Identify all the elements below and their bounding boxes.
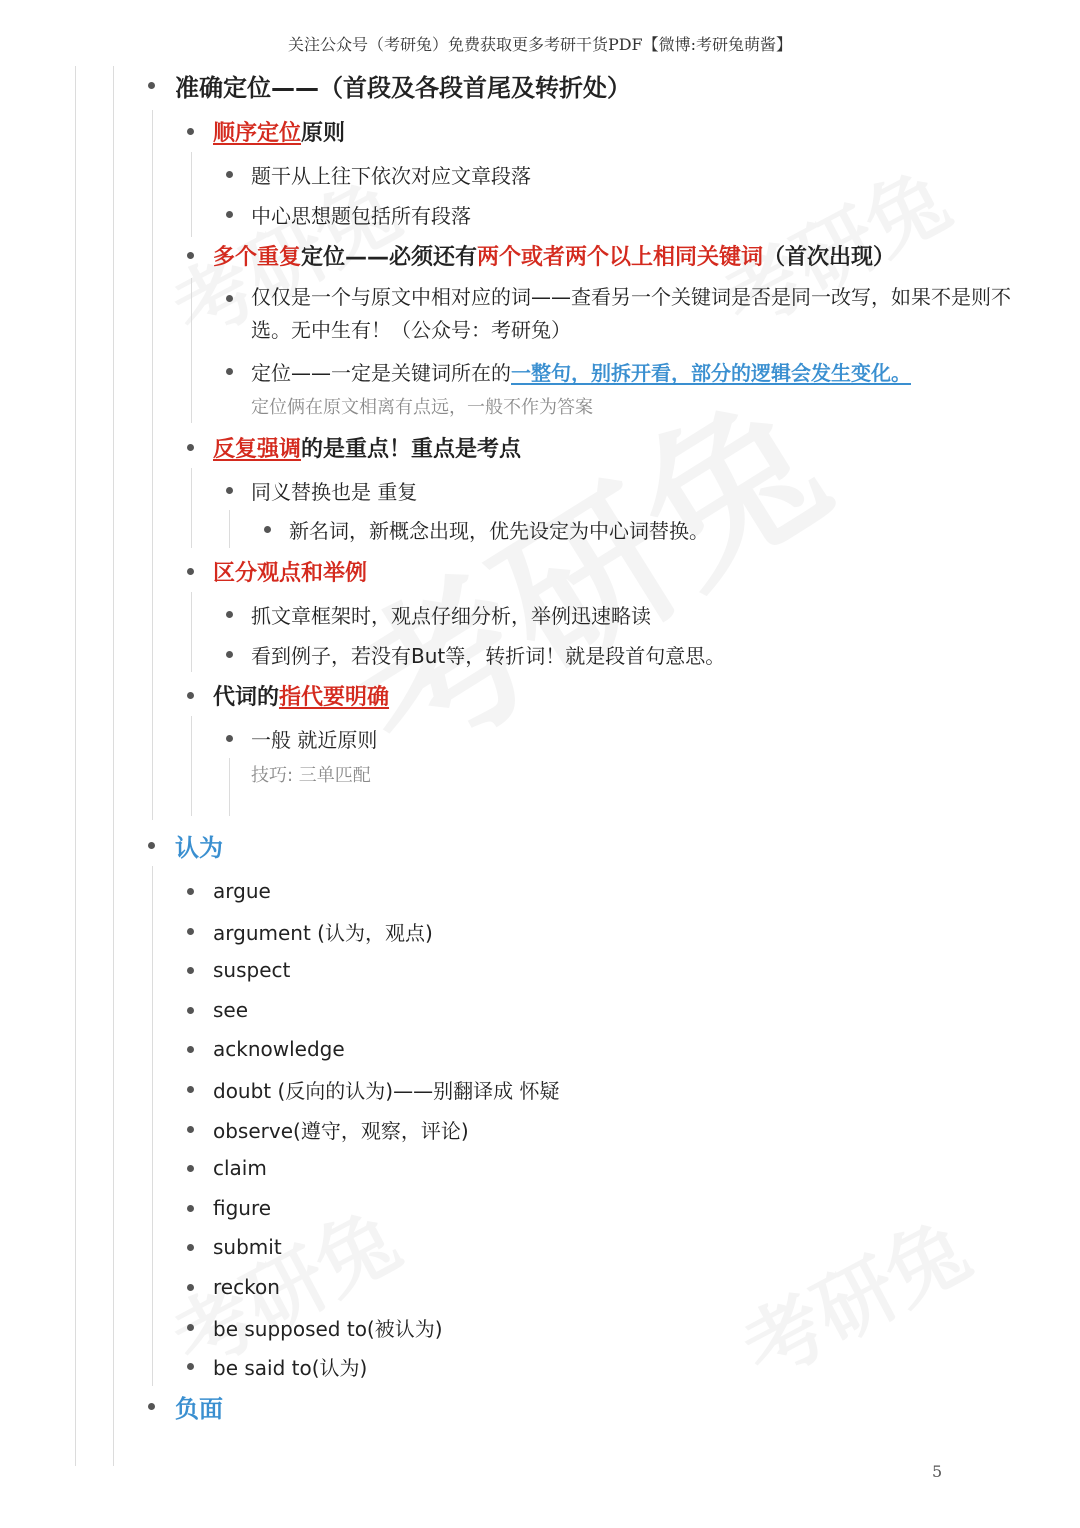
word-list-item: doubt (反向的认为)——别翻译成 怀疑 (213, 1078, 560, 1103)
bullet (187, 1205, 194, 1212)
bullet (187, 1086, 194, 1093)
bullet (187, 1324, 194, 1331)
word-list-item: submit (213, 1235, 282, 1259)
bullet (226, 611, 233, 618)
bullet (226, 368, 233, 375)
bullet (187, 1046, 194, 1053)
list-item: 一般 就近原则 (251, 727, 378, 752)
item2-sub2-prefix: 定位——一定是关键词所在的 (251, 360, 511, 385)
bullet (148, 82, 155, 89)
guide-line-outer (75, 66, 76, 1466)
page-header: 关注公众号（考研兔）免费获取更多考研干货PDF【微博:考研兔萌酱】 (287, 35, 793, 54)
bullet (187, 1007, 194, 1014)
bullet (187, 967, 194, 974)
bullet (187, 1363, 194, 1370)
word-list-item: suspect (213, 958, 291, 982)
bullet (148, 1403, 155, 1410)
item1-highlight: 顺序定位 (213, 120, 302, 146)
item2-sub2-link: 一整句，别拆开看，部分的逻辑会发生变化。 (511, 360, 911, 385)
bullet (226, 171, 233, 178)
item2-note: 定位俩在原文相离有点远，一般不作为答案 (251, 397, 593, 418)
item2-red2: 两个或者两个以上相同关键词 (477, 244, 764, 270)
bullet (187, 692, 194, 699)
item5-note: 技巧: 三单匹配 (251, 765, 371, 786)
bullet (187, 888, 194, 895)
bullet (264, 526, 271, 533)
section1-title: 准确定位——（首段及各段首尾及转折处） (175, 73, 631, 102)
bullet (187, 1126, 194, 1133)
word-list-item: be said to(认为) (213, 1355, 368, 1380)
item3-rest: 的是重点！重点是考点 (301, 436, 522, 462)
bullet (226, 487, 233, 494)
item4-highlight: 区分观点和举例 (213, 560, 368, 586)
bullet (187, 1244, 194, 1251)
list-item: 新名词，新概念出现，优先设定为中心词替换。 (289, 518, 709, 543)
bullet (187, 128, 194, 135)
word-list-item: figure (213, 1196, 272, 1220)
bullet (226, 735, 233, 742)
bullet (187, 1165, 194, 1172)
word-list-item: observe(遵守，观察，评论) (213, 1118, 469, 1143)
section2-title: 认为 (175, 833, 223, 862)
guide-line-item5-sub (229, 758, 230, 816)
word-list-item: see (213, 998, 249, 1022)
bullet (148, 842, 155, 849)
guide-line-item3-sub (229, 510, 230, 548)
guide-line-item5 (191, 716, 192, 816)
list-item (251, 354, 911, 388)
bullet (226, 295, 233, 302)
word-list-item: claim (213, 1156, 267, 1180)
item3-heading (213, 430, 521, 464)
guide-line-item2 (191, 278, 192, 423)
item3-highlight: 反复强调 (213, 436, 302, 462)
bullet (226, 651, 233, 658)
word-list-item: be supposed to(被认为) (213, 1316, 443, 1341)
guide-line-section1 (152, 110, 153, 820)
guide-line-item3 (191, 468, 192, 548)
bullet (187, 568, 194, 575)
watermark-bottom-right (720, 1187, 986, 1401)
bullet (187, 1284, 194, 1291)
word-list-item: acknowledge (213, 1037, 345, 1061)
item5-heading (213, 678, 389, 712)
item5-highlight: 指代要明确 (279, 684, 390, 710)
bullet (187, 928, 194, 935)
list-item-wrapped: 仅仅是一个与原文中相对应的词——查看另一个关键词是否是同一改写，如果不是则不选。无中生有！（公众号：考研兔） (251, 285, 1011, 342)
item5-prefix: 代词的 (213, 684, 280, 710)
item2-mid: 定位——必须还有 (301, 244, 478, 270)
list-item: 同义替换也是 重复 (251, 479, 418, 504)
bullet (226, 211, 233, 218)
item4-heading (213, 554, 367, 588)
item1-heading (213, 114, 345, 148)
item2-red1: 多个重复 (213, 244, 302, 270)
bullet (187, 444, 194, 451)
word-list-item: argument (认为，观点) (213, 920, 433, 945)
guide-line-item4 (191, 592, 192, 672)
bullet (187, 252, 194, 259)
page-number: 5 (932, 1462, 943, 1481)
guide-line-right (113, 66, 114, 1466)
guide-line-section2 (152, 866, 153, 1386)
item2-tail: （首次出现） (763, 244, 896, 270)
list-item: 中心思想题包括所有段落 (251, 203, 471, 228)
item2-heading (213, 238, 895, 272)
guide-line-item1 (191, 152, 192, 237)
list-item: 题干从上往下依次对应文章段落 (251, 163, 531, 188)
list-item: 看到例子，若没有But等，转折词！就是段首句意思。 (251, 643, 726, 668)
section3-title: 负面 (175, 1394, 223, 1423)
word-list-item: reckon (213, 1275, 280, 1299)
word-list-item: argue (213, 879, 271, 903)
item1-rest: 原则 (301, 120, 346, 146)
list-item: 抓文章框架时，观点仔细分析，举例迅速略读 (251, 603, 651, 628)
